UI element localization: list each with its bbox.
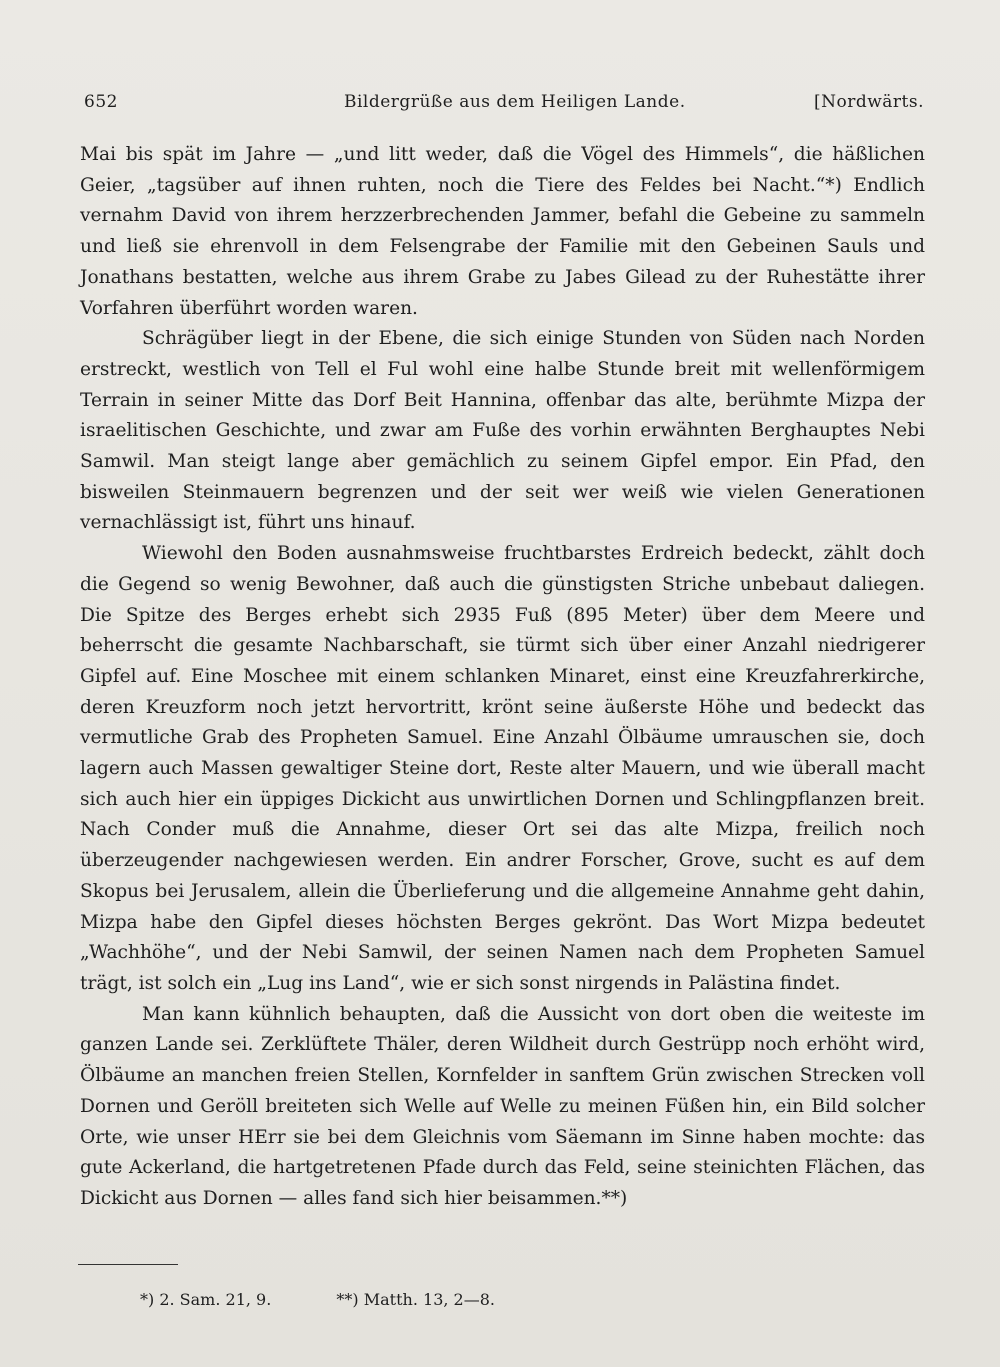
page-header bbox=[84, 92, 924, 122]
footnote-1: *) 2. Sam. 21, 9. bbox=[140, 1290, 272, 1309]
paragraph-1: Mai bis spät im Jahre — „und litt weder, daß die Vögel des Himmels“, die häßlichen Geier, „tagsüber auf ihnen ruhten, noch die Tiere des Feldes bei Nacht.“*) Endlich vernahm David von ihrem herzzerbrechenden Jammer, befahl die Gebeine zu sammeln und ließ sie ehrenvoll in dem Felsengrabe der Familie mit den Gebeinen Sauls und Jonathans bestatten, welche aus ihrem Grabe zu Jabes Gilead zu der Ruhestätte ihrer Vorfahren überführt worden waren. bbox=[80, 144, 925, 319]
section-label: [Nordwärts. bbox=[813, 92, 924, 112]
page-number: 652 bbox=[84, 92, 118, 112]
body-text bbox=[80, 140, 925, 1215]
running-title: Bildergrüße aus dem Heiligen Lande. bbox=[344, 92, 686, 112]
paragraph-2: Schrägüber liegt in der Ebene, die sich einige Stunden von Süden nach Norden erstreckt, westlich von Tell el Ful wohl eine halbe Stunde breit mit wellenförmigem Terrain in seiner Mitte das Dorf Beit Hannina, offenbar das alte, berühmte Mizpa der israelitischen Geschichte, und zwar am Fuße des vorhin erwähnten Berghauptes Nebi Samwil. Man steigt lange aber gemächlich zu seinem Gipfel empor. Ein Pfad, den bisweilen Steinmauern begrenzen und der seit wer weiß wie vielen Generationen vernachlässigt ist, führt uns hinauf. bbox=[80, 328, 925, 534]
footnote-rule bbox=[78, 1264, 178, 1265]
paragraph-4: Man kann kühnlich behaupten, daß die Aussicht von dort oben die weiteste im ganzen Lande sei. Zerklüftete Thäler, deren Wildheit durch Gestrüpp noch erhöht wird, Ölbäume an manchen freien Stellen, Kornfelder in sanftem Grün zwischen Strecken voll Dornen und Geröll breiteten sich Welle auf Welle zu meinen Füßen hin, ein Bild solcher Orte, wie unser HErr sie bei dem Gleichnis vom Säemann im Sinne haben mochte: das gute Ackerland, die hartgetretenen Pfade durch das Feld, seine steinichten Flächen, das Dickicht aus Dornen — alles fand sich hier beisammen.**) bbox=[80, 1003, 925, 1209]
footnotes bbox=[140, 1290, 840, 1309]
footnote-2: **) Matth. 13, 2—8. bbox=[336, 1290, 495, 1309]
paragraph-3: Wiewohl den Boden ausnahmsweise fruchtbarstes Erdreich bedeckt, zählt doch die Gegend so wenig Bewohner, daß auch die günstigsten Striche unbebaut daliegen. Die Spitze des Berges erhebt sich 2935 Fuß (895 Meter) über dem Meere und beherrscht die gesamte Nachbarschaft, sie türmt sich über einer Anzahl niedrigerer Gipfel auf. Eine Moschee mit einem schlanken Minaret, einst eine Kreuzfahrerkirche, deren Kreuzform noch jetzt hervortritt, krönt seine äußerste Höhe und bedeckt das vermutliche Grab des Propheten Samuel. Eine Anzahl Ölbäume umrauschen sie, doch lagern auch Massen gewaltiger Steine dort, Reste alter Mauern, und wie überall macht sich auch hier ein üppiges Dickicht aus unwirtlichen Dornen und Schlingpflanzen breit. Nach Conder muß die Annahme, dieser Ort sei das alte Mizpa, freilich noch überzeugender nachgewiesen werden. Ein andrer Forscher, Grove, sucht es auf dem Skopus bei Jerusalem, allein die Überlieferung und die allgemeine Annahme geht dahin, Mizpa habe den Gipfel dieses höchsten Berges gekrönt. Das Wort Mizpa bedeutet „Wachhöhe“, und der Nebi Samwil, der seinen Namen nach dem Propheten Samuel trägt, ist solch ein „Lug ins Land“, wie er sich sonst nirgends in Palästina findet. bbox=[80, 543, 925, 994]
